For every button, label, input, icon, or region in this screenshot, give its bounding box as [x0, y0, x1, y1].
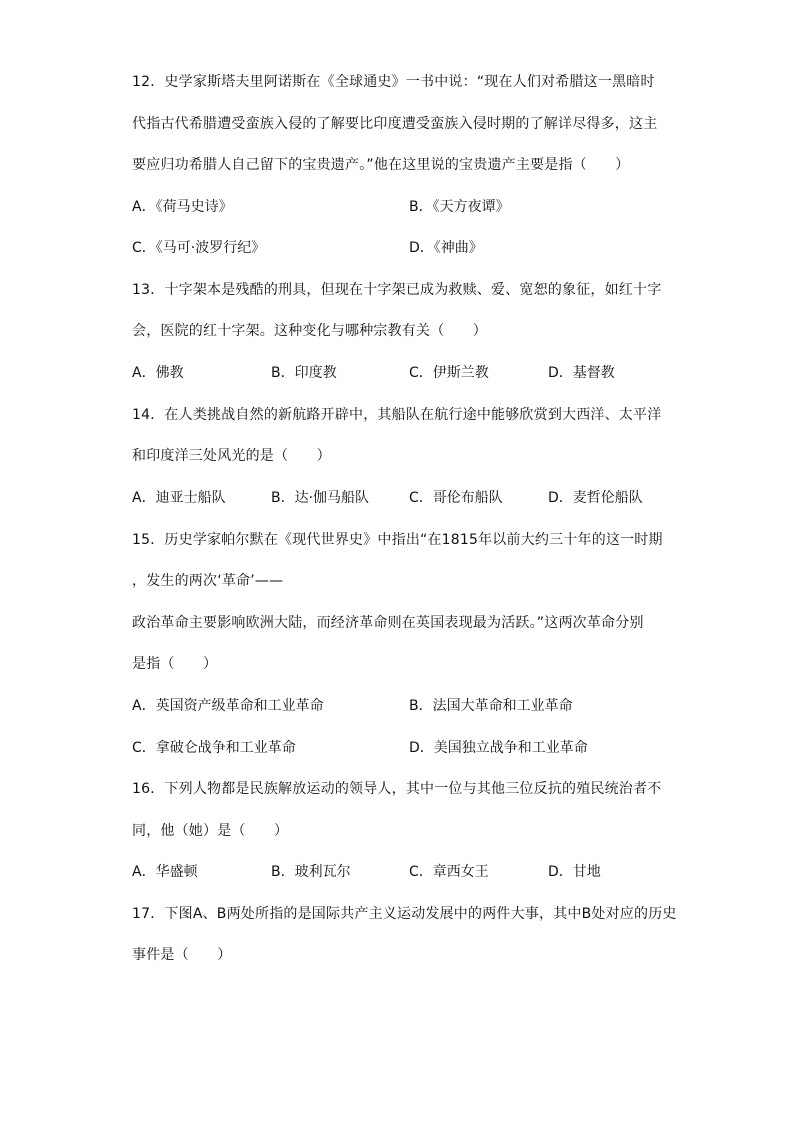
q15-option-c: C．拿破仑战争和工业革命: [132, 740, 296, 756]
q16-line-2: 同，他（她）是（ ）: [132, 823, 289, 839]
q13-line-2: 会，医院的红十字架。这种变化与哪种宗教有关（ ）: [132, 323, 487, 339]
q13-option-b: B．印度教: [271, 365, 337, 381]
q13-option-a: A．佛教: [132, 365, 184, 381]
q14-option-b: B．达·伽马船队: [271, 490, 370, 506]
q15-option-a: A．英国资产级革命和工业革命: [132, 698, 324, 714]
q14-option-d: D．麦哲伦船队: [548, 490, 643, 506]
q13-option-c: C．伊斯兰教: [409, 365, 489, 381]
q12-option-c: C．《马可·波罗行纪》: [132, 240, 266, 256]
q12-line-1: 12．史学家斯塔夫里阿诺斯在《全球通史》一书中说：“现在人们对希腊这一黑暗时: [132, 74, 655, 90]
q15-line-2: ，发生的两次‘革命’——: [132, 573, 284, 589]
q17-line-1: 17．下图A、B两处所指的是国际共产主义运动发展中的两件大事，其中B处对应的历史: [132, 906, 677, 922]
q13-option-d: D．基督教: [548, 365, 615, 381]
q12-option-a: A．《荷马史诗》: [132, 199, 233, 215]
q16-option-c: C．章西女王: [409, 864, 489, 880]
q14-line-1: 14．在人类挑战自然的新航路开辟中，其船队在航行途中能够欣赏到大西洋、太平洋: [132, 407, 662, 423]
q12-line-2: 代指古代希腊遭受蛮族入侵的了解要比印度遭受蛮族入侵时期的了解详尽得多，这主: [132, 116, 658, 132]
q15-option-b: B．法国大革命和工业革命: [409, 698, 573, 714]
q15-line-3: 政治革命主要影响欧洲大陆，而经济革命则在英国表现最为活跃。”这两次革命分别: [132, 615, 644, 631]
q15-line-4: 是指（ ）: [132, 656, 218, 672]
q14-option-c: C．哥伦布船队: [409, 490, 503, 506]
q16-option-d: D．甘地: [548, 864, 601, 880]
q15-option-d: D．美国独立战争和工业革命: [409, 740, 588, 756]
q12-option-d: D．《神曲》: [409, 240, 483, 256]
q16-option-a: A．华盛顿: [132, 864, 198, 880]
q16-line-1: 16．下列人物都是民族解放运动的领导人，其中一位与其他三位反抗的殖民统治者不: [132, 781, 662, 797]
q12-option-b: B．《天方夜谭》: [409, 199, 510, 215]
q14-line-2: 和印度洋三处风光的是（ ）: [132, 448, 331, 464]
q13-line-1: 13．十字架本是残酷的刑具，但现在十字架已成为救赎、爱、宽恕的象征，如红十字: [132, 282, 662, 298]
q15-line-1: 15．历史学家帕尔默在《现代世界史》中指出“在1815年以前大约三十年的这一时期: [132, 532, 663, 548]
q14-option-a: A．迪亚士船队: [132, 490, 226, 506]
q12-line-3: 要应归功希腊人自己留下的宝贵遗产。”他在这里说的宝贵遗产主要是指（ ）: [132, 157, 630, 173]
q16-option-b: B．玻利瓦尔: [271, 864, 351, 880]
q17-line-2: 事件是（ ）: [132, 947, 232, 963]
